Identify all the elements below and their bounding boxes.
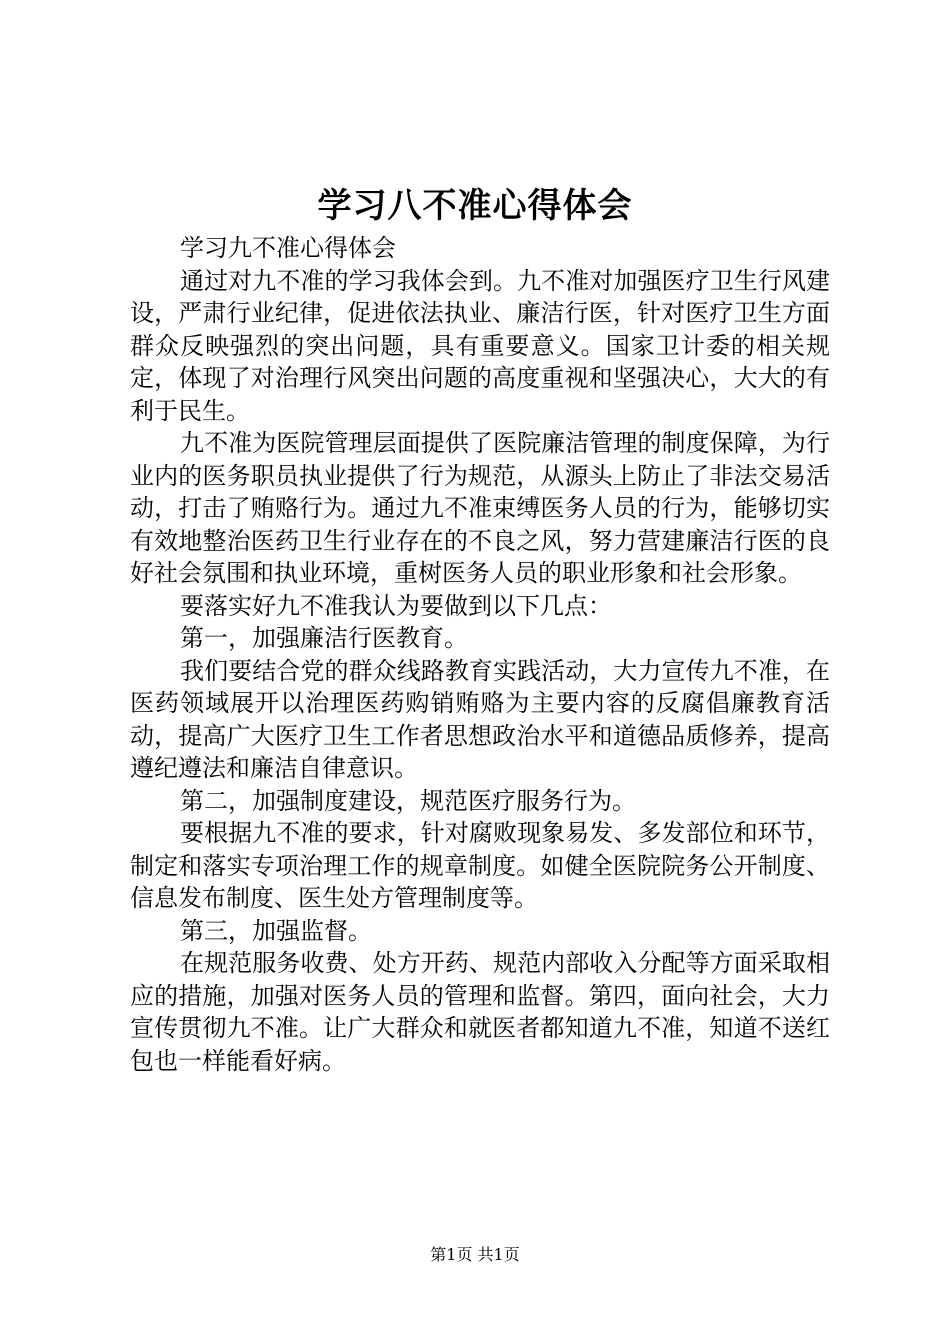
paragraph: 要根据九不准的要求，针对腐败现象易发、多发部位和环节，制定和落实专项治理工作的规章制度。如健全医院院务公开制度、信息发布制度、医生处方管理制度等。	[130, 819, 830, 912]
document-title: 学习八不准心得体会	[317, 186, 633, 226]
paragraph-heading: 第二，加强制度建设，规范医疗服务行为。	[180, 786, 636, 815]
paragraph: 要落实好九不准我认为要做到以下几点：	[180, 591, 612, 620]
document-body	[130, 232, 830, 1077]
paragraph-subtitle: 学习九不准心得体会	[180, 234, 396, 262]
paragraph: 在规范服务收费、处方开药、规范内部收入分配等方面采取相应的措施，加强对医务人员的管理和监督。第四，面向社会，大力宣传贯彻九不准。让广大群众和就医者都知道九不准，知道不送红包也一样能看好病。	[130, 949, 830, 1075]
paragraph-heading: 第一，加强廉洁行医教育。	[180, 624, 468, 652]
paragraph: 九不准为医院管理层面提供了医院廉洁管理的制度保障，为行业内的医务职员执业提供了行为规范，从源头上防止了非法交易活动，打击了贿赂行为。通过九不准束缚医务人员的行为，能够切实有效地整治医药卫生行业存在的不良之风，努力营建廉洁行医的良好社会氛围和执业环境，重树医务人员的职业形象和社会形象。	[130, 429, 830, 587]
page-footer: 第1页 共1页	[430, 1245, 520, 1264]
paragraph-heading: 第三，加强监督。	[180, 916, 372, 945]
paragraph: 我们要结合党的群众线路教育实践活动，大力宣传九不准，在医药领域展开以治理医药购销贿赂为主要内容的反腐倡廉教育活动，提高广大医疗卫生工作者思想政治水平和道德品质修养，提高遵纪遵法和廉洁自律意识。	[130, 656, 830, 782]
paragraph: 通过对九不准的学习我体会到。九不准对加强医疗卫生行风建设，严肃行业纪律，促进依法执业、廉洁行医，针对医疗卫生方面群众反映强烈的突出问题，具有重要意义。国家卫计委的相关规定，体现了对治理行风突出问题的高度重视和坚强决心，大大的有利于民生。	[130, 266, 830, 425]
